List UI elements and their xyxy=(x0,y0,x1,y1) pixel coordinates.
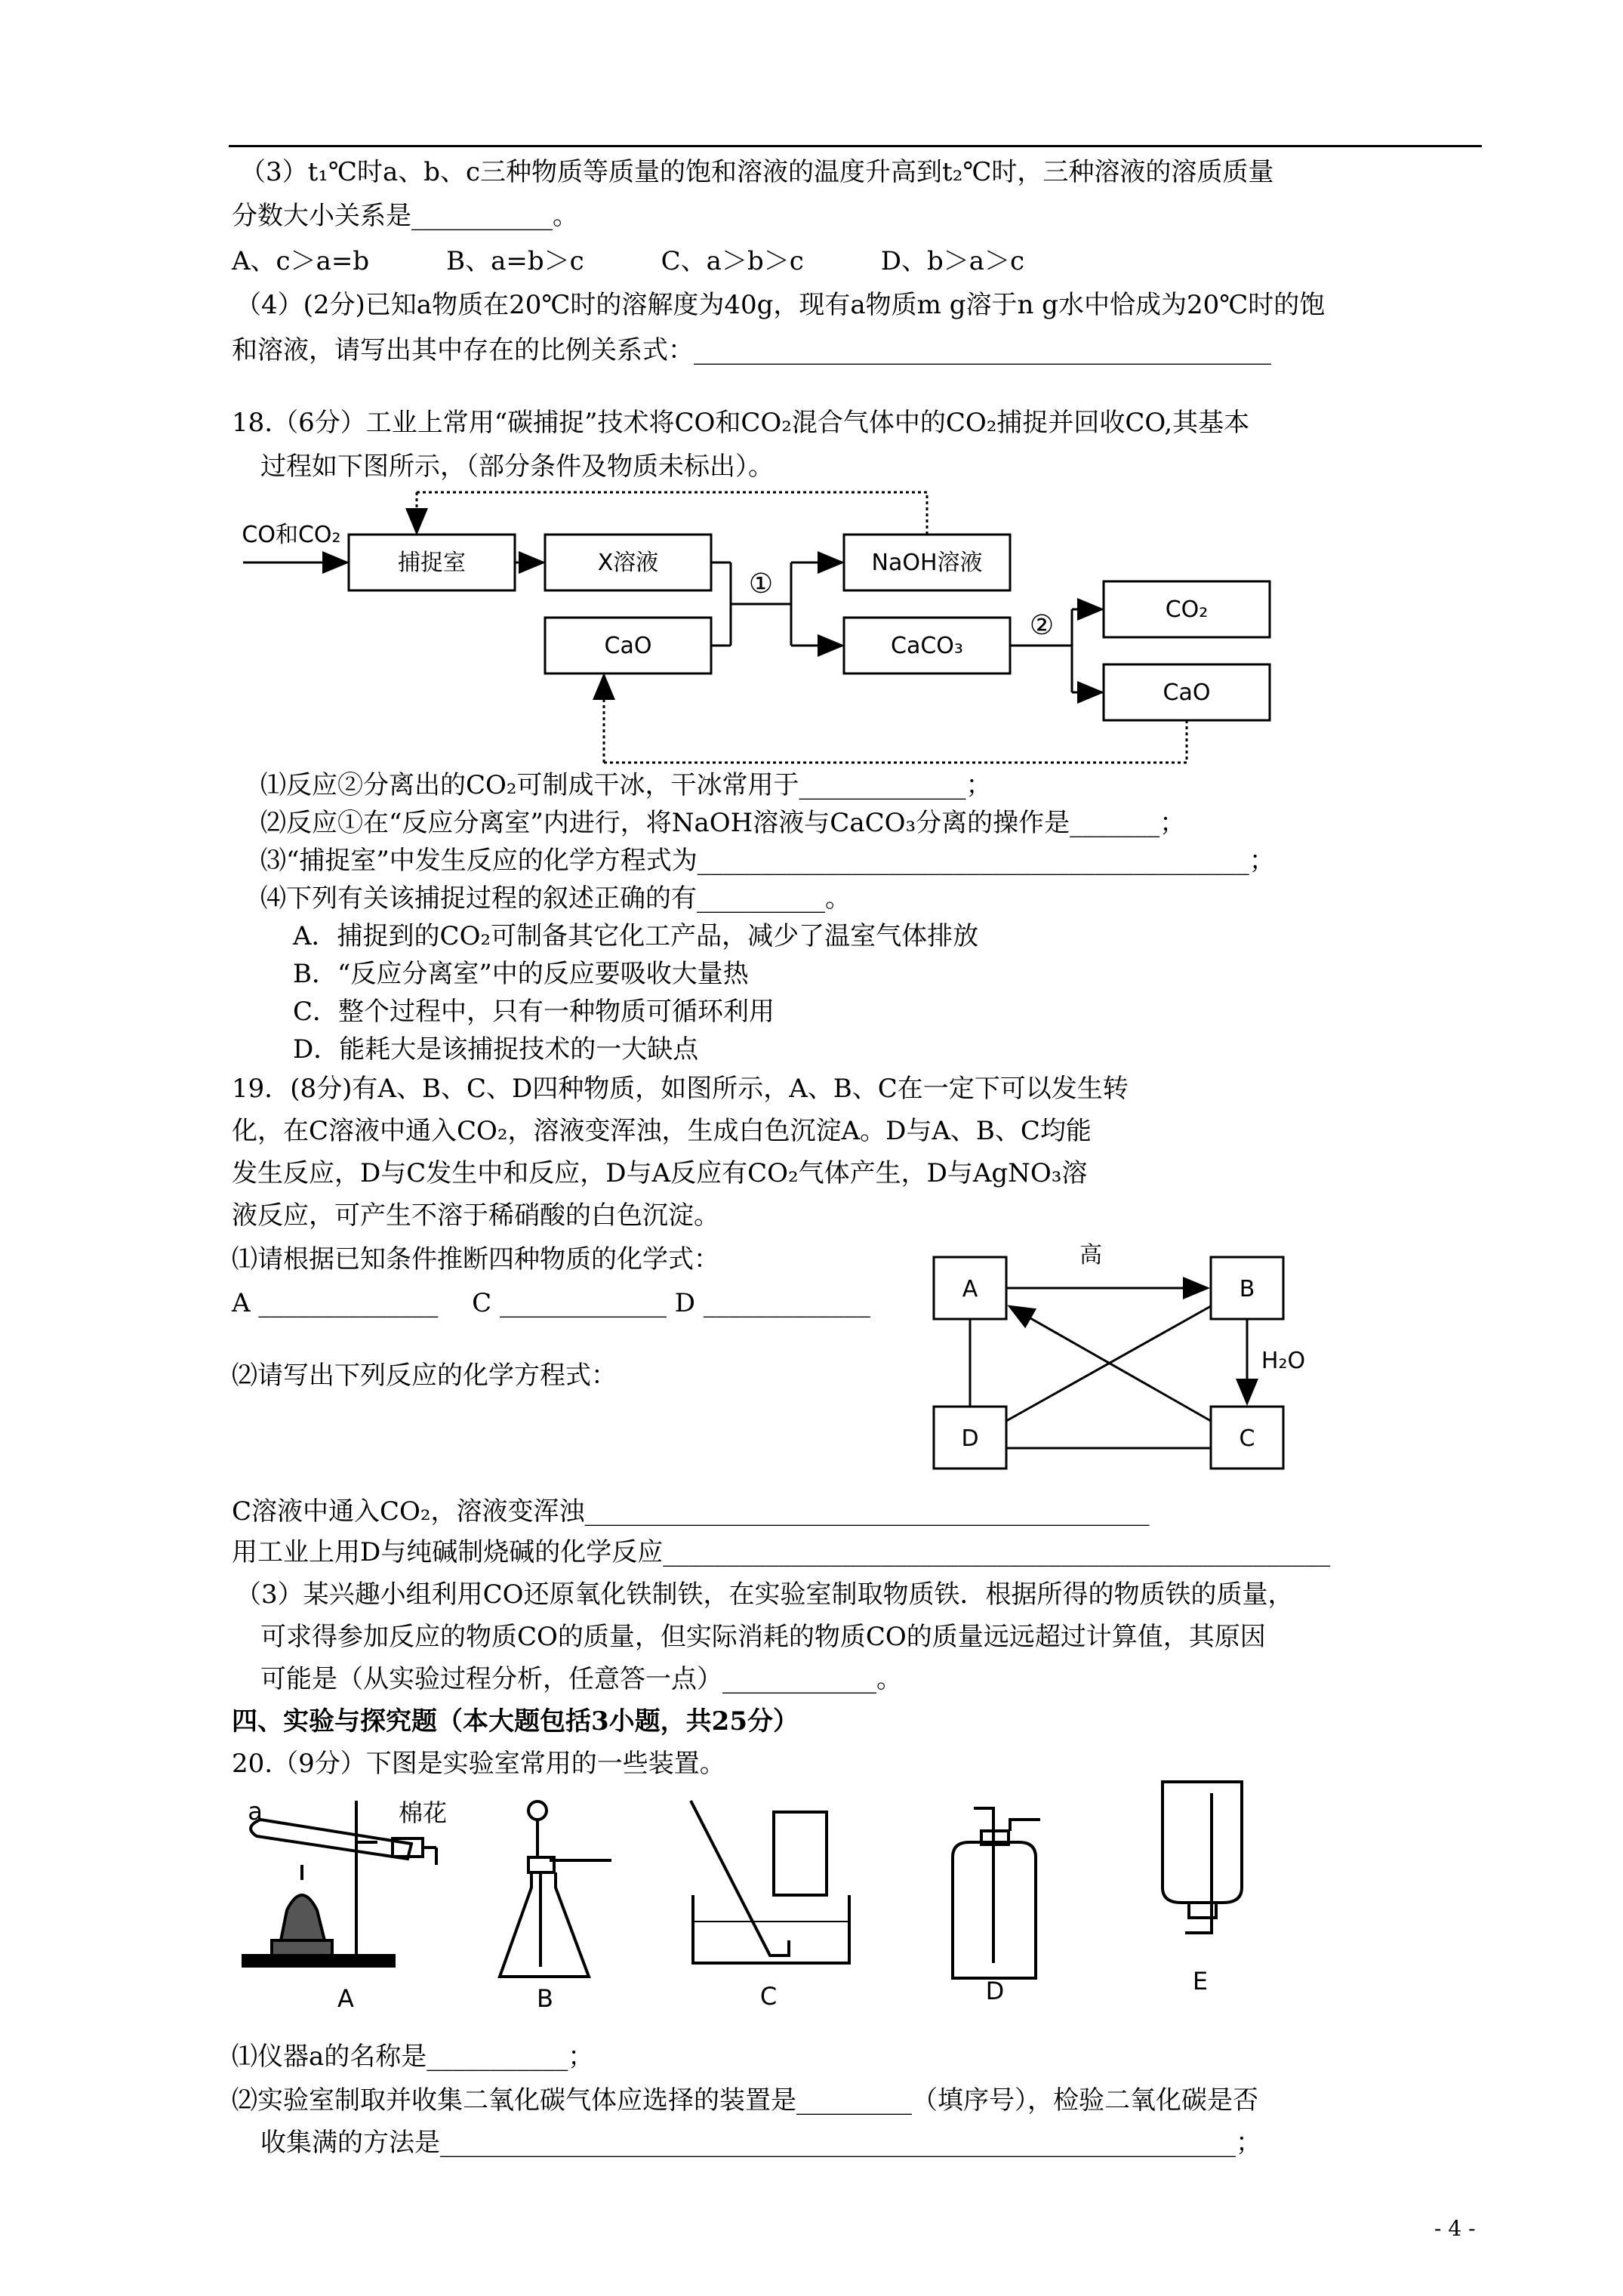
label-step2: ② xyxy=(1029,610,1055,641)
q20-intro: 20.（9分）下图是实验室常用的一些装置。 xyxy=(232,1749,725,1779)
q19-line3: 发生反应，D与C发生中和反应，D与A反应有CO₂气体产生，D与AgNO₃溶 xyxy=(232,1158,1088,1188)
label-step1: ① xyxy=(748,569,774,599)
label-x-solution: X溶液 xyxy=(597,550,659,576)
q20-sub2-line2: 收集满的方法是______________________________________________________________； xyxy=(260,2128,1261,2158)
label-apparatus-b: B xyxy=(537,1984,553,2013)
q18-option-c: C．整个过程中，只有一种物质可循环利用 xyxy=(293,997,775,1027)
q17-part4-line2: 和溶液，请写出其中存在的比例关系式：_____________________________________________ xyxy=(232,335,1271,365)
label-naoh: NaOH溶液 xyxy=(871,550,983,576)
q19-line1: 19．(8分)有A、B、C、D四种物质，如图所示，A、B、C在一定下可以发生转 xyxy=(232,1074,1129,1104)
carbon-capture-flow-diagram xyxy=(243,492,1270,763)
label-input-gas: CO和CO₂ xyxy=(242,522,341,548)
node-b-label: B xyxy=(1239,1276,1255,1302)
label-caco3: CaCO₃ xyxy=(891,633,963,659)
label-cao-right: CaO xyxy=(1163,680,1211,706)
q19-equation1: C溶液中通入CO₂，溶液变浑浊____________________________________________ xyxy=(232,1496,1150,1527)
apparatus-d xyxy=(953,1808,1040,1978)
lab-apparatus-figure xyxy=(243,1782,1242,1978)
label-apparatus-c: C xyxy=(759,1982,778,2011)
label-cotton: 棉花 xyxy=(398,1798,448,1827)
q19-part3-line1: （3）某兴趣小组利用CO还原氧化铁制铁，在实验室制取物质铁．根据所得的物质铁的质量， xyxy=(236,1579,1294,1610)
q17-options: A、c＞a=b B、a=b＞c C、a＞b＞c D、b＞a＞c xyxy=(232,246,1025,276)
q19-line2: 化，在C溶液中通入CO₂，溶液变浑浊，生成白色沉淀A。D与A、B、C均能 xyxy=(232,1116,1092,1146)
label-apparatus-d: D xyxy=(985,1977,1005,2005)
node-a-label: A xyxy=(962,1276,978,1302)
apparatus-b xyxy=(500,1801,611,1977)
q19-part3-line2: 可求得参加反应的物质CO的质量，但实际消耗的物质CO的质量远远超过计算值，其原因 xyxy=(260,1622,1266,1652)
q18-option-a: A．捕捉到的CO₂可制备其它化工产品，减少了温室气体排放 xyxy=(293,921,979,951)
q17-part4-line1: （4）(2分)已知a物质在20℃时的溶解度为40g，现有a物质m g溶于n g水中恰成为20℃时的饱 xyxy=(236,290,1326,320)
q18-option-b: B．“反应分离室”中的反应要吸收大量热 xyxy=(293,959,749,989)
apparatus-e xyxy=(1163,1782,1242,1933)
label-high: 高 xyxy=(1079,1242,1102,1268)
label-co2: CO₂ xyxy=(1165,596,1209,623)
abcd-relation-diagram xyxy=(934,1257,1283,1469)
q19-line4: 液反应，可产生不溶于稀硝酸的白色沉淀。 xyxy=(232,1200,719,1231)
q18-intro-line1: 18.（6分）工业上常用“碳捕捉”技术将CO和CO₂混合气体中的CO₂捕捉并回收CO,其基本 xyxy=(232,408,1250,438)
q20-sub1: ⑴仪器a的名称是___________； xyxy=(232,2042,594,2072)
q19-sub1-blanks: A ______________ C _____________ D _____________ xyxy=(232,1288,870,1318)
q19-sub2: ⑵请写出下列反应的化学方程式： xyxy=(232,1361,617,1391)
q17-part3-line2: 分数大小关系是___________。 xyxy=(232,201,578,231)
label-water: H₂O xyxy=(1261,1348,1306,1374)
q19-sub1: ⑴请根据已知条件推断四种物质的化学式： xyxy=(232,1244,719,1274)
q18-option-d: D．能耗大是该捕捉技术的一大缺点 xyxy=(293,1034,699,1065)
label-cao-left: CaO xyxy=(604,633,652,659)
q18-sub1: ⑴反应②分离出的CO₂可制成干冰，干冰常用于_____________； xyxy=(260,770,992,800)
q20-sub2-line1: ⑵实验室制取并收集二氧化碳气体应选择的装置是_________（填序号），检验二氧化碳是否 xyxy=(232,2085,1258,2116)
label-capture-room: 捕捉室 xyxy=(398,550,466,576)
q17-part3-line1: （3）t₁℃时a、b、c三种物质等质量的饱和溶液的温度升高到t₂℃时，三种溶液的溶质质量 xyxy=(240,157,1274,187)
apparatus-c xyxy=(691,1801,849,1963)
q18-sub2: ⑵反应①在“反应分离室”内进行，将NaOH溶液与CaCO₃分离的操作是_______； xyxy=(260,808,1186,838)
q19-equation2: 用工业上用D与纯碱制烧碱的化学反应____________________________________________________ xyxy=(232,1537,1331,1567)
label-apparatus-e: E xyxy=(1192,1967,1209,1996)
q18-sub4: ⑷下列有关该捕捉过程的叙述正确的有__________。 xyxy=(260,883,851,914)
node-c-label: C xyxy=(1239,1425,1255,1452)
label-apparatus-a: A xyxy=(337,1984,354,2013)
q18-intro-line2: 过程如下图所示，（部分条件及物质未标出）。 xyxy=(260,451,774,482)
page-number: - 4 - xyxy=(1434,2216,1476,2241)
q18-sub3: ⑶“捕捉室”中发生反应的化学方程式为___________________________________________； xyxy=(260,846,1275,876)
node-d-label: D xyxy=(961,1425,979,1452)
q19-part3-line3: 可能是（从实验过程分析，任意答一点）____________。 xyxy=(260,1664,902,1694)
label-a-instrument: a xyxy=(248,1797,263,1826)
section-4-heading: 四、实验与探究题（本大题包括3小题，共25分） xyxy=(232,1706,799,1737)
